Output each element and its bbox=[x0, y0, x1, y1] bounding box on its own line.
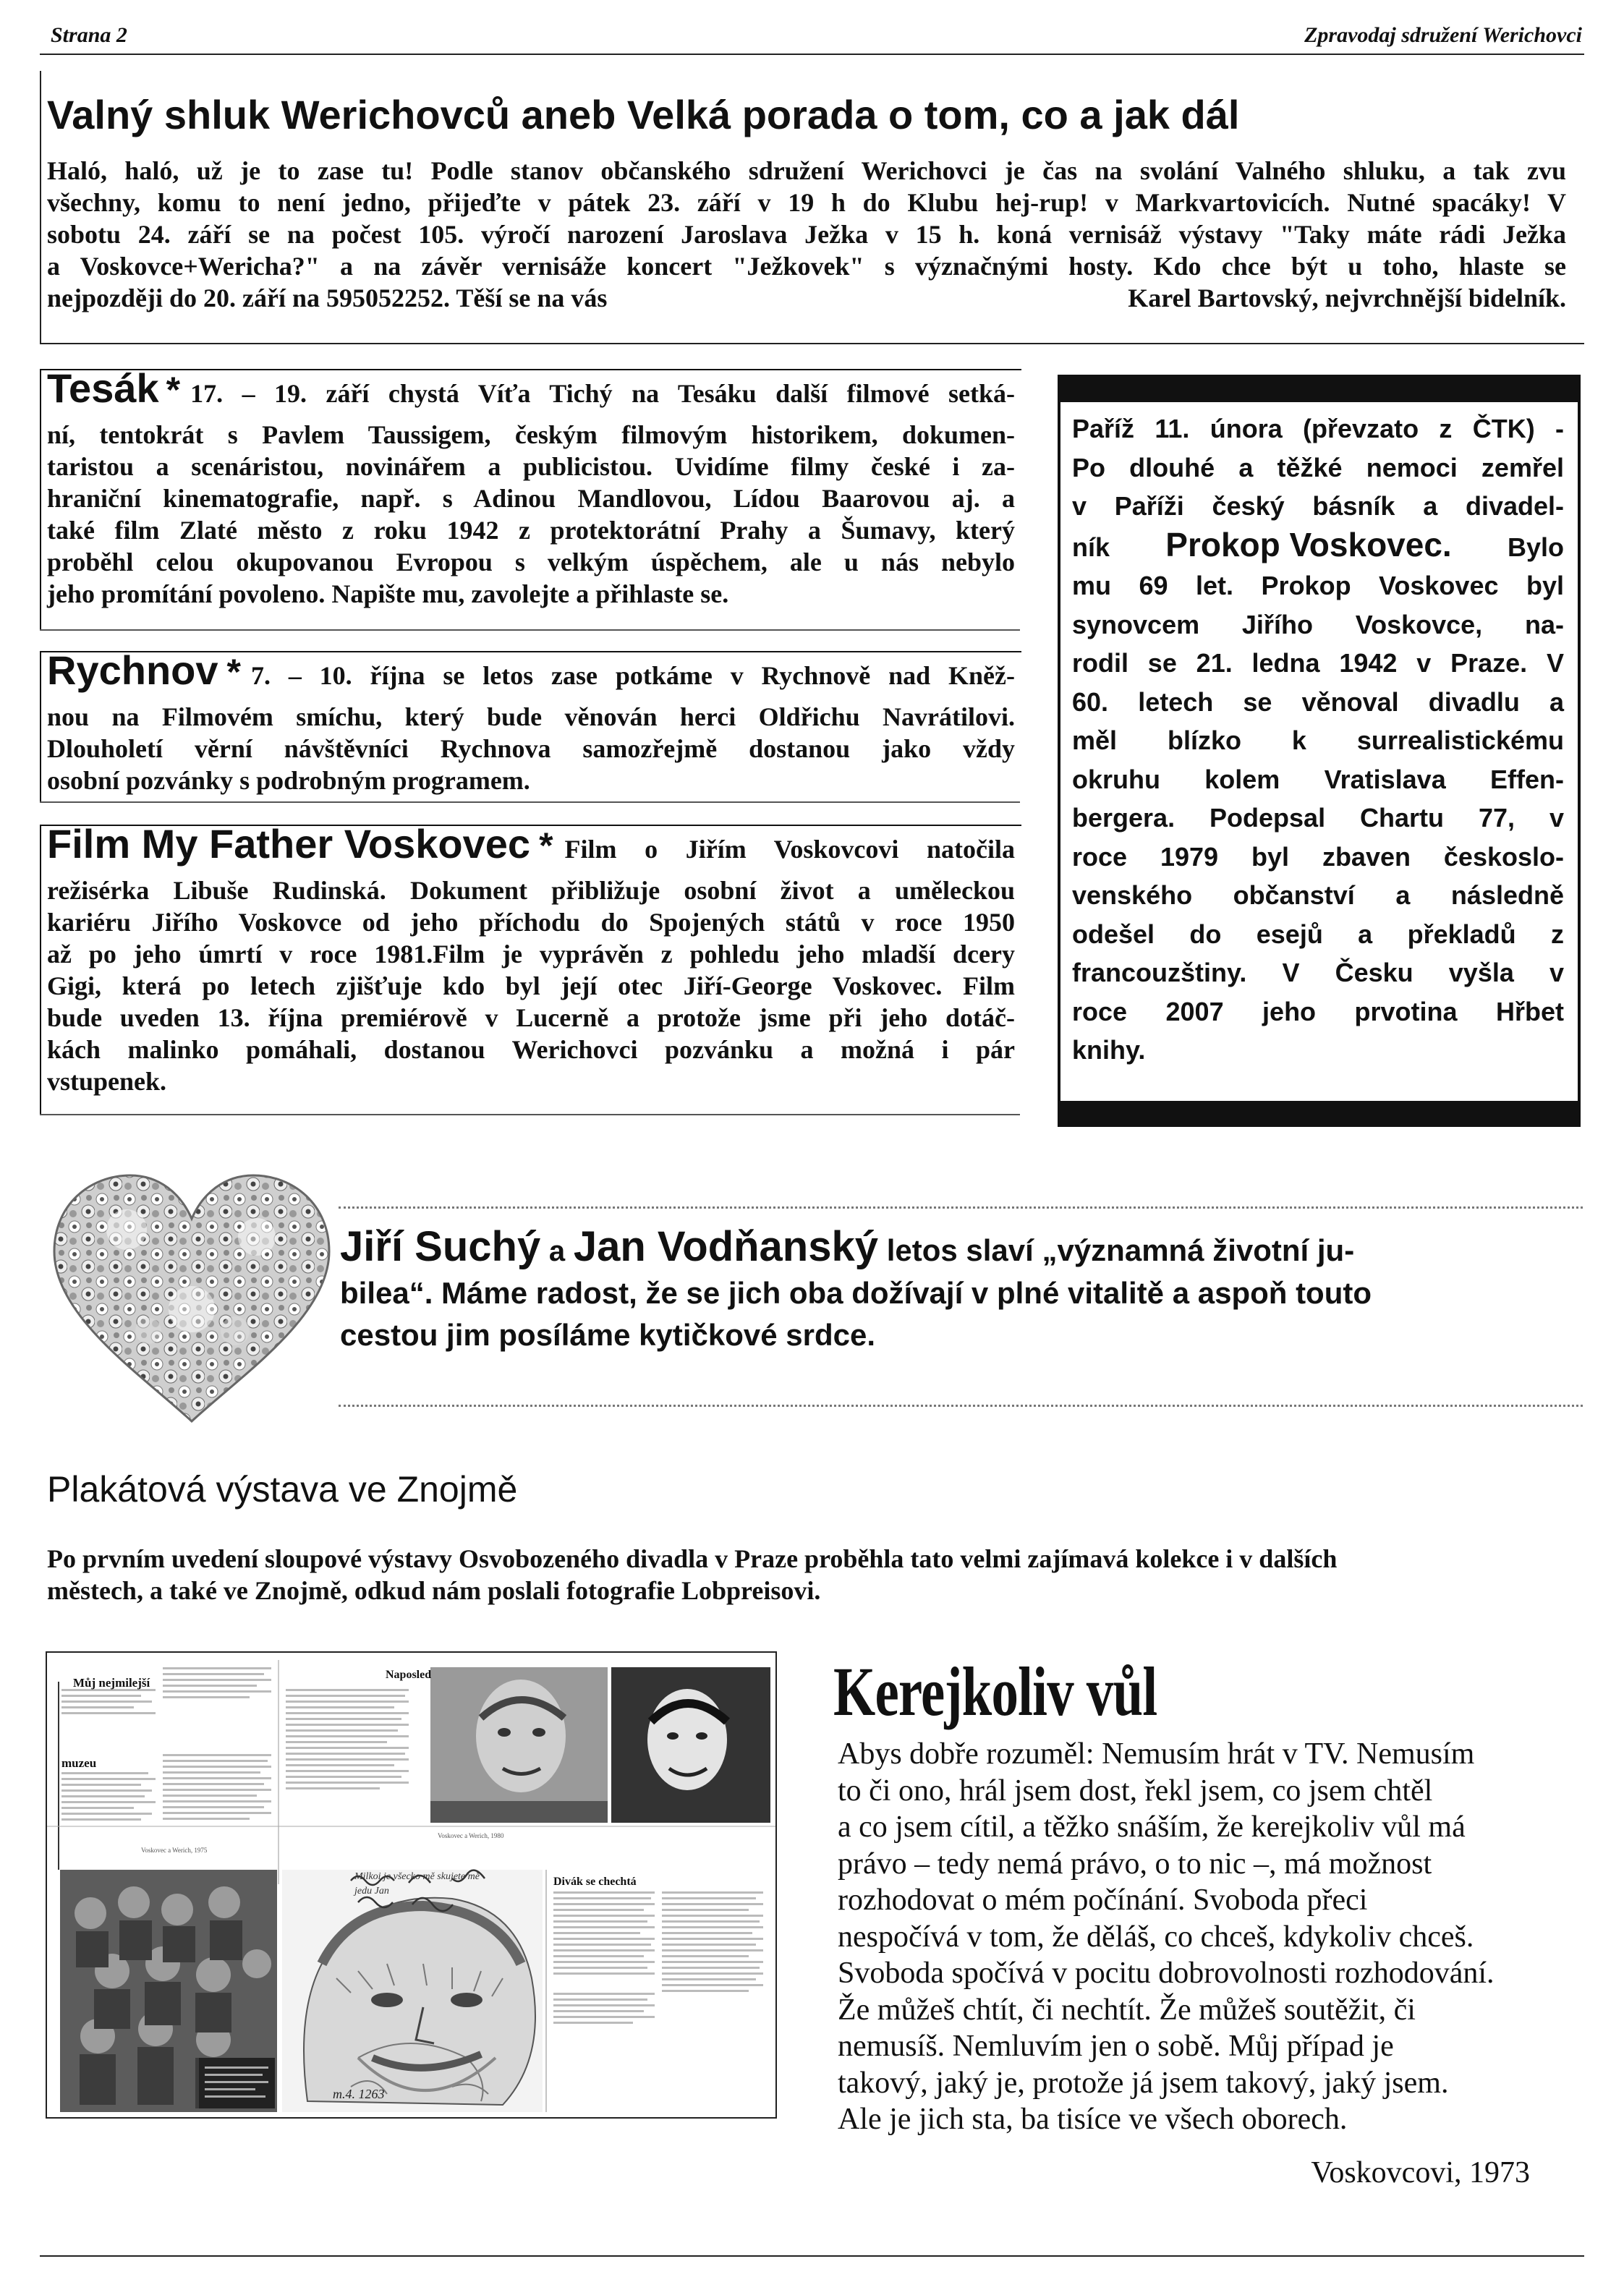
valny-line: Haló, haló, už je to zase tu! Podle stanov občanského sdružení Werichovci je čas na svolání Valného shluku, a tak zvu bbox=[47, 156, 1566, 185]
valny-title: Valný shluk Werichovců aneb Velká porada o tom, co a jak dál bbox=[47, 92, 1240, 137]
rychnov-title: Rychnov bbox=[47, 647, 218, 693]
prokop-line: francouzštiny. V Česku vyšla v bbox=[1072, 958, 1564, 987]
kerejkoliv-line: a co jsem cítil, a těžko snáším, že kerejkoliv vůl má bbox=[838, 1810, 1466, 1844]
prokop-body bbox=[1072, 409, 1564, 1070]
star-icon: * bbox=[226, 652, 241, 692]
prokop-line: měl blízko k surrealistickému bbox=[1072, 725, 1564, 755]
rychnov-first-line: 7. – 10. října se letos zase potkáme v Rychnově nad Kněž- bbox=[250, 661, 1015, 690]
valny-last-line-text: nejpozději do 20. září na 595052252. Těší se na vás bbox=[47, 284, 608, 312]
jubilee-rest1: letos slaví „významná životní ju- bbox=[886, 1233, 1355, 1267]
jubilee-top-rule bbox=[339, 1206, 1583, 1209]
prokop-line: venského občanství a následně bbox=[1072, 880, 1564, 910]
prokop-right-border bbox=[1578, 375, 1581, 1127]
plakat-body bbox=[47, 1543, 1581, 1606]
rychnov-line: nou na Filmovém smíchu, který bude věnován herci Oldřichu Navrátilovi. bbox=[47, 702, 1015, 731]
jubilee-text bbox=[340, 1223, 1570, 1356]
plakat-title: Plakátová výstava ve Znojmě bbox=[47, 1469, 518, 1510]
jubilee-name1: Jiří Suchý bbox=[340, 1223, 541, 1270]
star-icon: * bbox=[166, 370, 181, 410]
tesak-line: také film Zlaté město z roku 1942 z protektorátní Prahy a Šumavy, který bbox=[47, 516, 1015, 545]
poster-heading-naposled: Naposled bbox=[386, 1669, 432, 1681]
poster-credit-mid: Voskovec a Werich, 1980 bbox=[438, 1832, 504, 1839]
tesak-title: Tesák bbox=[47, 365, 159, 411]
footer-rule bbox=[40, 2255, 1584, 2257]
kerejkoliv-line: Abys dobře rozuměl: Nemusím hrát v TV. Nemusím bbox=[838, 1737, 1475, 1771]
film-first-row bbox=[47, 821, 1015, 874]
film-line: bude uveden 13. října premiérově v Lucerně a protože jsme při jeho dotáč- bbox=[47, 1003, 1015, 1032]
publication-name: Zpravodaj sdružení Werichovci bbox=[1304, 23, 1582, 47]
film-bottom-rule bbox=[40, 1114, 1020, 1115]
rychnov-line: Dlouholetí věrní návštěvníci Rychnova samozřejmě dostanou jako vždy bbox=[47, 734, 1015, 763]
prokop-top-bar bbox=[1058, 375, 1581, 402]
poster-photo bbox=[46, 1651, 777, 2119]
tesak-line: taristou a scenáristou, novinářem a publicistou. Uvidíme filmy české i za- bbox=[47, 452, 1015, 481]
poster-signature: m.4. 1263 bbox=[333, 2087, 385, 2101]
valny-signature: Karel Bartovský, nejvrchnější bidelník. bbox=[1128, 284, 1566, 312]
prokop-line: ník bbox=[1072, 532, 1110, 562]
prokop-line: Po dlouhé a těžké nemoci zemřel bbox=[1072, 452, 1564, 482]
poster-credit-left: Voskovec a Werich, 1975 bbox=[141, 1847, 208, 1854]
tesak-line: hraniční kinematografie, např. s Adinou Mandlovou, Lídou Baarovou aj. a bbox=[47, 484, 1015, 513]
prokop-line: mu 69 let. Prokop Voskovec byl bbox=[1072, 571, 1564, 600]
tesak-first-line: 17. – 19. září chystá Víťa Tichý na Tesáku další filmové setká- bbox=[190, 379, 1015, 408]
jubilee-bottom-rule bbox=[339, 1405, 1583, 1407]
kerejkoliv-line: Svoboda spočívá v pocitu dobrovolnosti rozhodování. bbox=[838, 1957, 1495, 1990]
film-body bbox=[47, 821, 1015, 1097]
valny-line: všechny, komu to není jedno, přijeďte v pátek 23. září v 19 h do Klubu hej-rup! v Markvartovicích. Nutné spacáky! V bbox=[47, 188, 1566, 217]
poster-heading-divak: Divák se chechtá bbox=[553, 1876, 637, 1888]
plakat-line1: Po prvním uvedení sloupové výstavy Osvobozeného divadla v Praze proběhla tato velmi zajímavá kolekce i v dalších bbox=[47, 1544, 1338, 1573]
prokop-bottom-bar bbox=[1058, 1101, 1581, 1127]
film-first-line: Film o Jiřím Voskovcovi natočila bbox=[564, 835, 1015, 864]
kerejkoliv-title: Kerejkoliv vůl bbox=[833, 1653, 1157, 1730]
rychnov-line: osobní pozvánky s podrobným programem. bbox=[47, 766, 530, 795]
valny-last-line bbox=[47, 282, 1566, 314]
film-line: Gigi, která po letech zjišťuje kdo byl její otec Jiří-George Voskovec. Film bbox=[47, 971, 1015, 1000]
prokop-line: odešel do esejů a překladů z bbox=[1072, 919, 1564, 949]
rychnov-first-row bbox=[47, 647, 1015, 701]
tesak-line: jeho promítání povoleno. Napište mu, zavolejte a přihlaste se. bbox=[47, 579, 729, 608]
tesak-first-row bbox=[47, 365, 1015, 419]
prokop-line: bergera. Podepsal Chartu 77, v bbox=[1072, 803, 1564, 833]
prokop-line: v Paříži český básník a divadel- bbox=[1072, 491, 1564, 521]
tesak-line: ní, tentokrát s Pavlem Taussigem, českým filmovým historikem, dokumen- bbox=[47, 420, 1015, 449]
prokop-name-row bbox=[1072, 526, 1564, 567]
plakat-line2: městech, a také ve Znojmě, odkud nám poslali fotografie Lobpreisovi. bbox=[47, 1576, 821, 1605]
tesak-body bbox=[47, 365, 1015, 610]
prokop-left-border bbox=[1058, 375, 1060, 1127]
kerejkoliv-line: takový, jaký je, protože já jsem takový, jaký jsem. bbox=[838, 2066, 1449, 2100]
valny-left-rule bbox=[40, 71, 41, 343]
poster-heading-museum: muzeu bbox=[61, 1756, 97, 1770]
kerejkoliv-line: nespočívá v tom, že děláš, co chceš, kdykoliv chceš. bbox=[838, 1920, 1474, 1954]
poster-handwriting: Milkoi je všecko mě skujete mě jedu Jan bbox=[354, 1871, 480, 1897]
valny-bottom-rule bbox=[40, 343, 1584, 344]
prokop-line: synovcem Jiřího Voskovce, na- bbox=[1072, 609, 1564, 639]
page-number: Strana 2 bbox=[51, 23, 127, 47]
jubilee-name2: Jan Vodňanský bbox=[573, 1223, 879, 1270]
prokop-line: roce 1979 byl zbaven českoslo- bbox=[1072, 841, 1564, 872]
prokop-line: roce 2007 jeho prvotina Hřbet bbox=[1072, 996, 1564, 1026]
jubilee-and: a bbox=[548, 1235, 566, 1267]
kerejkoliv-source: Voskovcovi, 1973 bbox=[1311, 2156, 1530, 2189]
jubilee-first-line bbox=[340, 1223, 1570, 1272]
valny-body bbox=[47, 155, 1566, 314]
tesak-bottom-rule bbox=[40, 629, 1020, 631]
kerejkoliv-line: rozhodovat o mém počínání. Svoboda přeci bbox=[838, 1883, 1368, 1917]
jubilee-line3: cestou jim posíláme kytičkové srdce. bbox=[340, 1318, 876, 1352]
prokop-line: okruhu kolem Vratislava Effen- bbox=[1072, 764, 1564, 794]
star-icon: * bbox=[539, 825, 553, 866]
jubilee-line2: bilea“. Máme radost, že se jich oba dožívají v plné vitalitě a aspoň touto bbox=[340, 1276, 1372, 1310]
prokop-name: Prokop Voskovec. bbox=[1165, 525, 1452, 563]
film-line: až po jeho úmrtí v roce 1981.Film je vyprávěn z pohledu jeho mladší dcery bbox=[47, 940, 1015, 969]
header-rule bbox=[40, 54, 1584, 55]
poster-heading-left: Můj nejmilejší bbox=[73, 1676, 150, 1690]
kerejkoliv-body bbox=[838, 1736, 1568, 2138]
film-line: režisérka Libuše Rudinská. Dokument přibližuje osobní život a uměleckou bbox=[47, 876, 1015, 905]
flower-heart-image bbox=[40, 1165, 344, 1432]
prokop-line: rodil se 21. ledna 1942 v Praze. V bbox=[1072, 648, 1564, 678]
kerejkoliv-line: Že můžeš chtít, či nechtít. Že můžeš soutěžit, či bbox=[838, 1993, 1416, 2027]
kerejkoliv-line: právo – tedy nemá právo, o to nic –, má možnost bbox=[838, 1847, 1432, 1881]
film-line: kariéru Jiřího Voskovce od jeho příchodu do Spojených států v roce 1950 bbox=[47, 908, 1015, 937]
kerejkoliv-line: Ale je jich sta, ba tisíce ve všech oborech. bbox=[838, 2103, 1348, 2136]
prokop-line: knihy. bbox=[1072, 1035, 1146, 1065]
kerejkoliv-line: to či ono, hrál jsem dost, řekl jsem, co jsem chtěl bbox=[838, 1774, 1433, 1808]
rychnov-body bbox=[47, 647, 1015, 796]
rychnov-bottom-rule bbox=[40, 801, 1020, 803]
film-title: Film My Father Voskovec bbox=[47, 821, 531, 867]
valny-line: sobotu 24. září se na počest 105. výročí narození Jaroslava Ježka v 15 h. koná vernisáž výstavy "Taky máte rádi Ježka bbox=[47, 220, 1566, 249]
prokop-line: 60. letech se věnoval divadlu a bbox=[1072, 686, 1564, 717]
kerejkoliv-line: nemusíš. Nemluvím jen o sobě. Můj případ je bbox=[838, 2030, 1394, 2063]
film-line: vstupenek. bbox=[47, 1067, 167, 1096]
prokop-line: Paříž 11. února (převzato z ČTK) - bbox=[1072, 414, 1564, 443]
valny-line: a Voskovce+Wericha?" a na závěr vernisáže koncert "Ježkovek" s význačnými hosty. Kdo chce být u toho, hlaste se bbox=[47, 252, 1566, 281]
tesak-line: proběhl celou okupovanou Evropou s velkým úspěchem, ale u nás nebylo bbox=[47, 548, 1015, 576]
film-line: kách malinko pomáhali, dostanou Werichovci pozvánku a možná i pár bbox=[47, 1035, 1015, 1064]
prokop-name-after: Bylo bbox=[1507, 532, 1564, 562]
